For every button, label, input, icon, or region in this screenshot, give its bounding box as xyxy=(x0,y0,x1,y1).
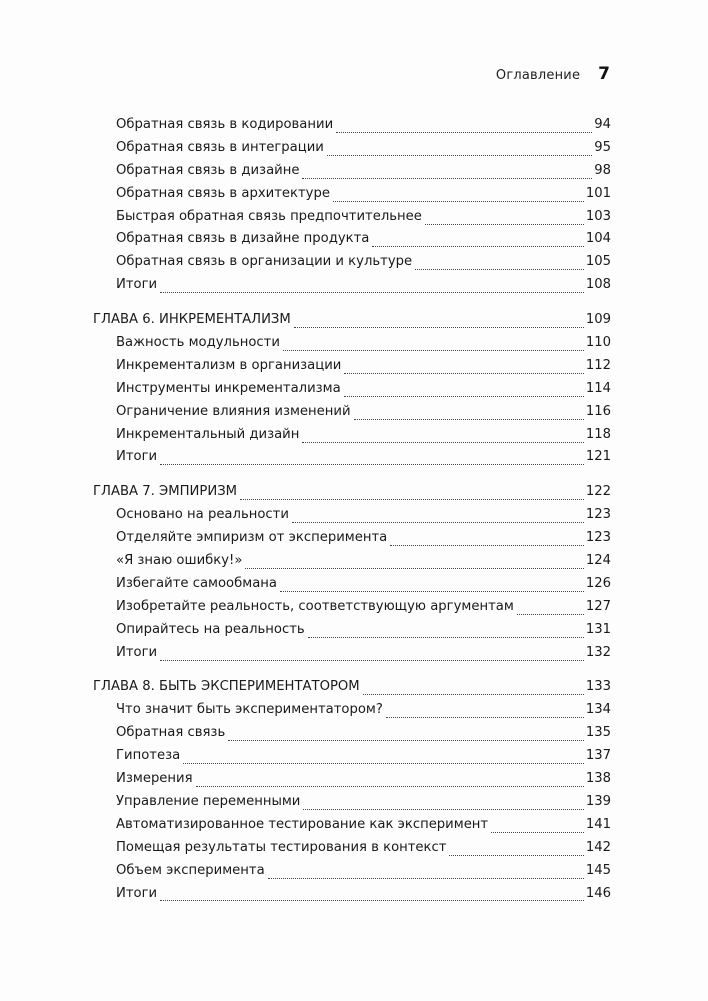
toc-entry[interactable] xyxy=(93,622,611,645)
dot-leader xyxy=(336,131,592,133)
toc-entry-page: 118 xyxy=(585,426,611,442)
toc-entry-label: Ограничение влияния изменений xyxy=(116,403,351,419)
dot-leader xyxy=(344,395,584,397)
toc-entry[interactable] xyxy=(93,277,611,300)
toc-entry-label: Итоги xyxy=(116,277,158,293)
toc-entry-page: 141 xyxy=(585,816,611,832)
toc-entry-label: Итоги xyxy=(116,449,158,465)
dot-leader xyxy=(425,223,584,225)
toc-entry[interactable] xyxy=(93,449,611,472)
toc-entry[interactable] xyxy=(93,335,611,358)
dot-leader xyxy=(160,463,584,465)
toc-chapter-label: ГЛАВА 8. БЫТЬ ЭКСПЕРИМЕНТАТОРОМ xyxy=(93,679,360,695)
toc-entry-label: Обратная связь xyxy=(116,725,226,741)
toc-entry-label: Инкрементальный дизайн xyxy=(116,426,300,442)
dot-leader xyxy=(183,762,584,764)
toc-entry[interactable] xyxy=(93,725,611,748)
toc-entry-page: 139 xyxy=(585,793,611,809)
toc-entry[interactable] xyxy=(93,381,611,404)
toc-entry[interactable] xyxy=(93,530,611,553)
toc-entry[interactable] xyxy=(93,599,611,622)
toc-entry-label: Избегайте самообмана xyxy=(116,575,277,591)
toc-entry-page: 114 xyxy=(585,380,611,396)
toc-entry-page: 101 xyxy=(585,185,611,201)
toc-entry[interactable] xyxy=(93,163,611,186)
toc-entry-label: Итоги xyxy=(116,644,158,660)
toc-entry-page: 98 xyxy=(594,162,611,178)
toc-entry-page: 127 xyxy=(585,598,611,614)
toc-entry-page: 108 xyxy=(585,277,611,293)
dot-leader xyxy=(292,521,584,523)
toc-entry-label: Инструменты инкрементализма xyxy=(116,380,341,396)
dot-leader xyxy=(302,441,583,443)
dot-leader xyxy=(228,739,584,741)
toc-entry-page: 137 xyxy=(585,748,611,764)
toc-entry[interactable] xyxy=(93,794,611,817)
toc-entry-label: Что значит быть экспериментатором? xyxy=(116,702,383,718)
toc-entry-label: Помещая результаты тестирования в контекст xyxy=(116,839,447,855)
toc-entry-page: 126 xyxy=(585,575,611,591)
toc-entry-page: 145 xyxy=(585,862,611,878)
toc-entry[interactable] xyxy=(93,231,611,254)
toc-entry[interactable] xyxy=(93,748,611,771)
toc-entry-label: Измерения xyxy=(116,771,193,787)
dot-leader xyxy=(303,808,583,810)
dot-leader xyxy=(327,154,592,156)
toc-chapter-label: ГЛАВА 6. ИНКРЕМЕНТАЛИЗМ xyxy=(93,312,291,328)
section-gap xyxy=(93,667,611,679)
toc-entry-page: 121 xyxy=(585,449,611,465)
dot-leader xyxy=(160,659,584,661)
toc-entry-label: Обратная связь в кодировании xyxy=(116,117,334,132)
toc-entry-page: 105 xyxy=(585,254,611,270)
toc-entry[interactable] xyxy=(93,702,611,725)
toc-entry[interactable] xyxy=(93,553,611,576)
toc-entry[interactable] xyxy=(93,886,611,909)
toc-entry-label: Гипотеза xyxy=(116,748,181,764)
dot-leader xyxy=(415,268,584,270)
toc-entry-label: Инкрементализм в организации xyxy=(116,357,342,373)
toc-entry[interactable] xyxy=(93,427,611,450)
dot-leader xyxy=(372,245,583,247)
page-number: 7 xyxy=(598,64,610,84)
toc-entry-page: 124 xyxy=(585,553,611,569)
toc-entry-page: 110 xyxy=(585,335,611,351)
toc-entry[interactable] xyxy=(93,254,611,277)
toc-entry-label: Обратная связь в дизайне продукта xyxy=(116,231,370,247)
toc-entry[interactable] xyxy=(93,507,611,530)
dot-leader xyxy=(294,326,584,328)
toc-entry-label: Важность модульности xyxy=(116,335,280,351)
toc-entry-page: 112 xyxy=(585,357,611,373)
dot-leader xyxy=(283,349,584,351)
dot-leader xyxy=(268,877,584,879)
toc-chapter-page: 133 xyxy=(585,679,611,695)
toc-chapter-7[interactable] xyxy=(93,484,611,507)
toc-entry[interactable] xyxy=(93,863,611,886)
toc-entry-label: Итоги xyxy=(116,885,158,901)
toc-entry-label: Опирайтесь на реальность xyxy=(116,621,305,637)
dot-leader xyxy=(160,291,584,293)
toc-entry[interactable] xyxy=(93,817,611,840)
toc-chapter-6[interactable] xyxy=(93,312,611,335)
toc-chapter-label: ГЛАВА 7. ЭМПИРИЗМ xyxy=(93,484,238,500)
toc-entry-label: Быстрая обратная связь предпочтительнее xyxy=(116,208,422,224)
section-gap xyxy=(93,300,611,312)
toc-entry[interactable] xyxy=(93,186,611,209)
toc-entry[interactable] xyxy=(93,117,611,140)
toc-entry-label: Обратная связь в интеграции xyxy=(116,139,324,155)
dot-leader xyxy=(245,567,583,569)
table-of-contents xyxy=(93,117,611,908)
toc-entry-page: 123 xyxy=(585,507,611,523)
toc-entry-page: 94 xyxy=(594,117,611,132)
dot-leader xyxy=(517,613,584,615)
toc-entry-label: Обратная связь в архитектуре xyxy=(116,185,330,201)
toc-entry[interactable] xyxy=(93,840,611,863)
toc-entry[interactable] xyxy=(93,576,611,599)
dot-leader xyxy=(449,854,583,856)
dot-leader xyxy=(302,177,592,179)
toc-entry-label: «Я знаю ошибку!» xyxy=(116,553,243,569)
toc-chapter-8[interactable] xyxy=(93,679,611,702)
toc-entry-label: Объем эксперимента xyxy=(116,862,265,878)
dot-leader xyxy=(196,785,584,787)
toc-entry[interactable] xyxy=(93,358,611,381)
dot-leader xyxy=(363,693,584,695)
toc-entry-page: 116 xyxy=(585,403,611,419)
dot-leader xyxy=(344,372,583,374)
running-head: Оглавление xyxy=(495,68,581,83)
dot-leader xyxy=(491,831,584,833)
toc-entry-label: Изобретайте реальность, соответствующую аргументам xyxy=(116,598,514,614)
dot-leader xyxy=(160,899,584,901)
toc-entry-label: Управление переменными xyxy=(116,793,301,809)
toc-entry-page: 134 xyxy=(585,702,611,718)
toc-entry-page: 103 xyxy=(585,208,611,224)
toc-chapter-page: 109 xyxy=(585,312,611,328)
dot-leader xyxy=(386,716,584,718)
toc-entry-page: 135 xyxy=(585,725,611,741)
dot-leader xyxy=(354,418,584,420)
toc-entry[interactable] xyxy=(93,404,611,427)
page-header xyxy=(496,64,610,84)
toc-entry-page: 95 xyxy=(594,139,611,155)
toc-entry-page: 131 xyxy=(585,621,611,637)
toc-entry-label: Отделяйте эмпиризм от эксперимента xyxy=(116,530,388,546)
toc-entry-label: Основано на реальности xyxy=(116,507,289,523)
section-gap xyxy=(93,472,611,484)
toc-entry[interactable] xyxy=(93,209,611,232)
toc-entry-page: 104 xyxy=(585,231,611,247)
toc-entry-label: Автоматизированное тестирование как эксперимент xyxy=(116,816,489,832)
toc-entry-page: 146 xyxy=(585,885,611,901)
dot-leader xyxy=(240,498,584,500)
toc-entry-label: Обратная связь в организации и культуре xyxy=(116,254,413,270)
dot-leader xyxy=(280,590,584,592)
dot-leader xyxy=(308,636,584,638)
toc-chapter-page: 122 xyxy=(585,484,611,500)
toc-entry[interactable] xyxy=(93,140,611,163)
toc-entry-label: Обратная связь в дизайне xyxy=(116,162,300,178)
toc-entry-page: 123 xyxy=(585,530,611,546)
toc-entry-page: 138 xyxy=(585,771,611,787)
dot-leader xyxy=(333,200,584,202)
toc-entry-page: 132 xyxy=(585,644,611,660)
toc-entry[interactable] xyxy=(93,645,611,668)
toc-entry[interactable] xyxy=(93,771,611,794)
toc-entry-page: 142 xyxy=(585,839,611,855)
dot-leader xyxy=(390,544,584,546)
